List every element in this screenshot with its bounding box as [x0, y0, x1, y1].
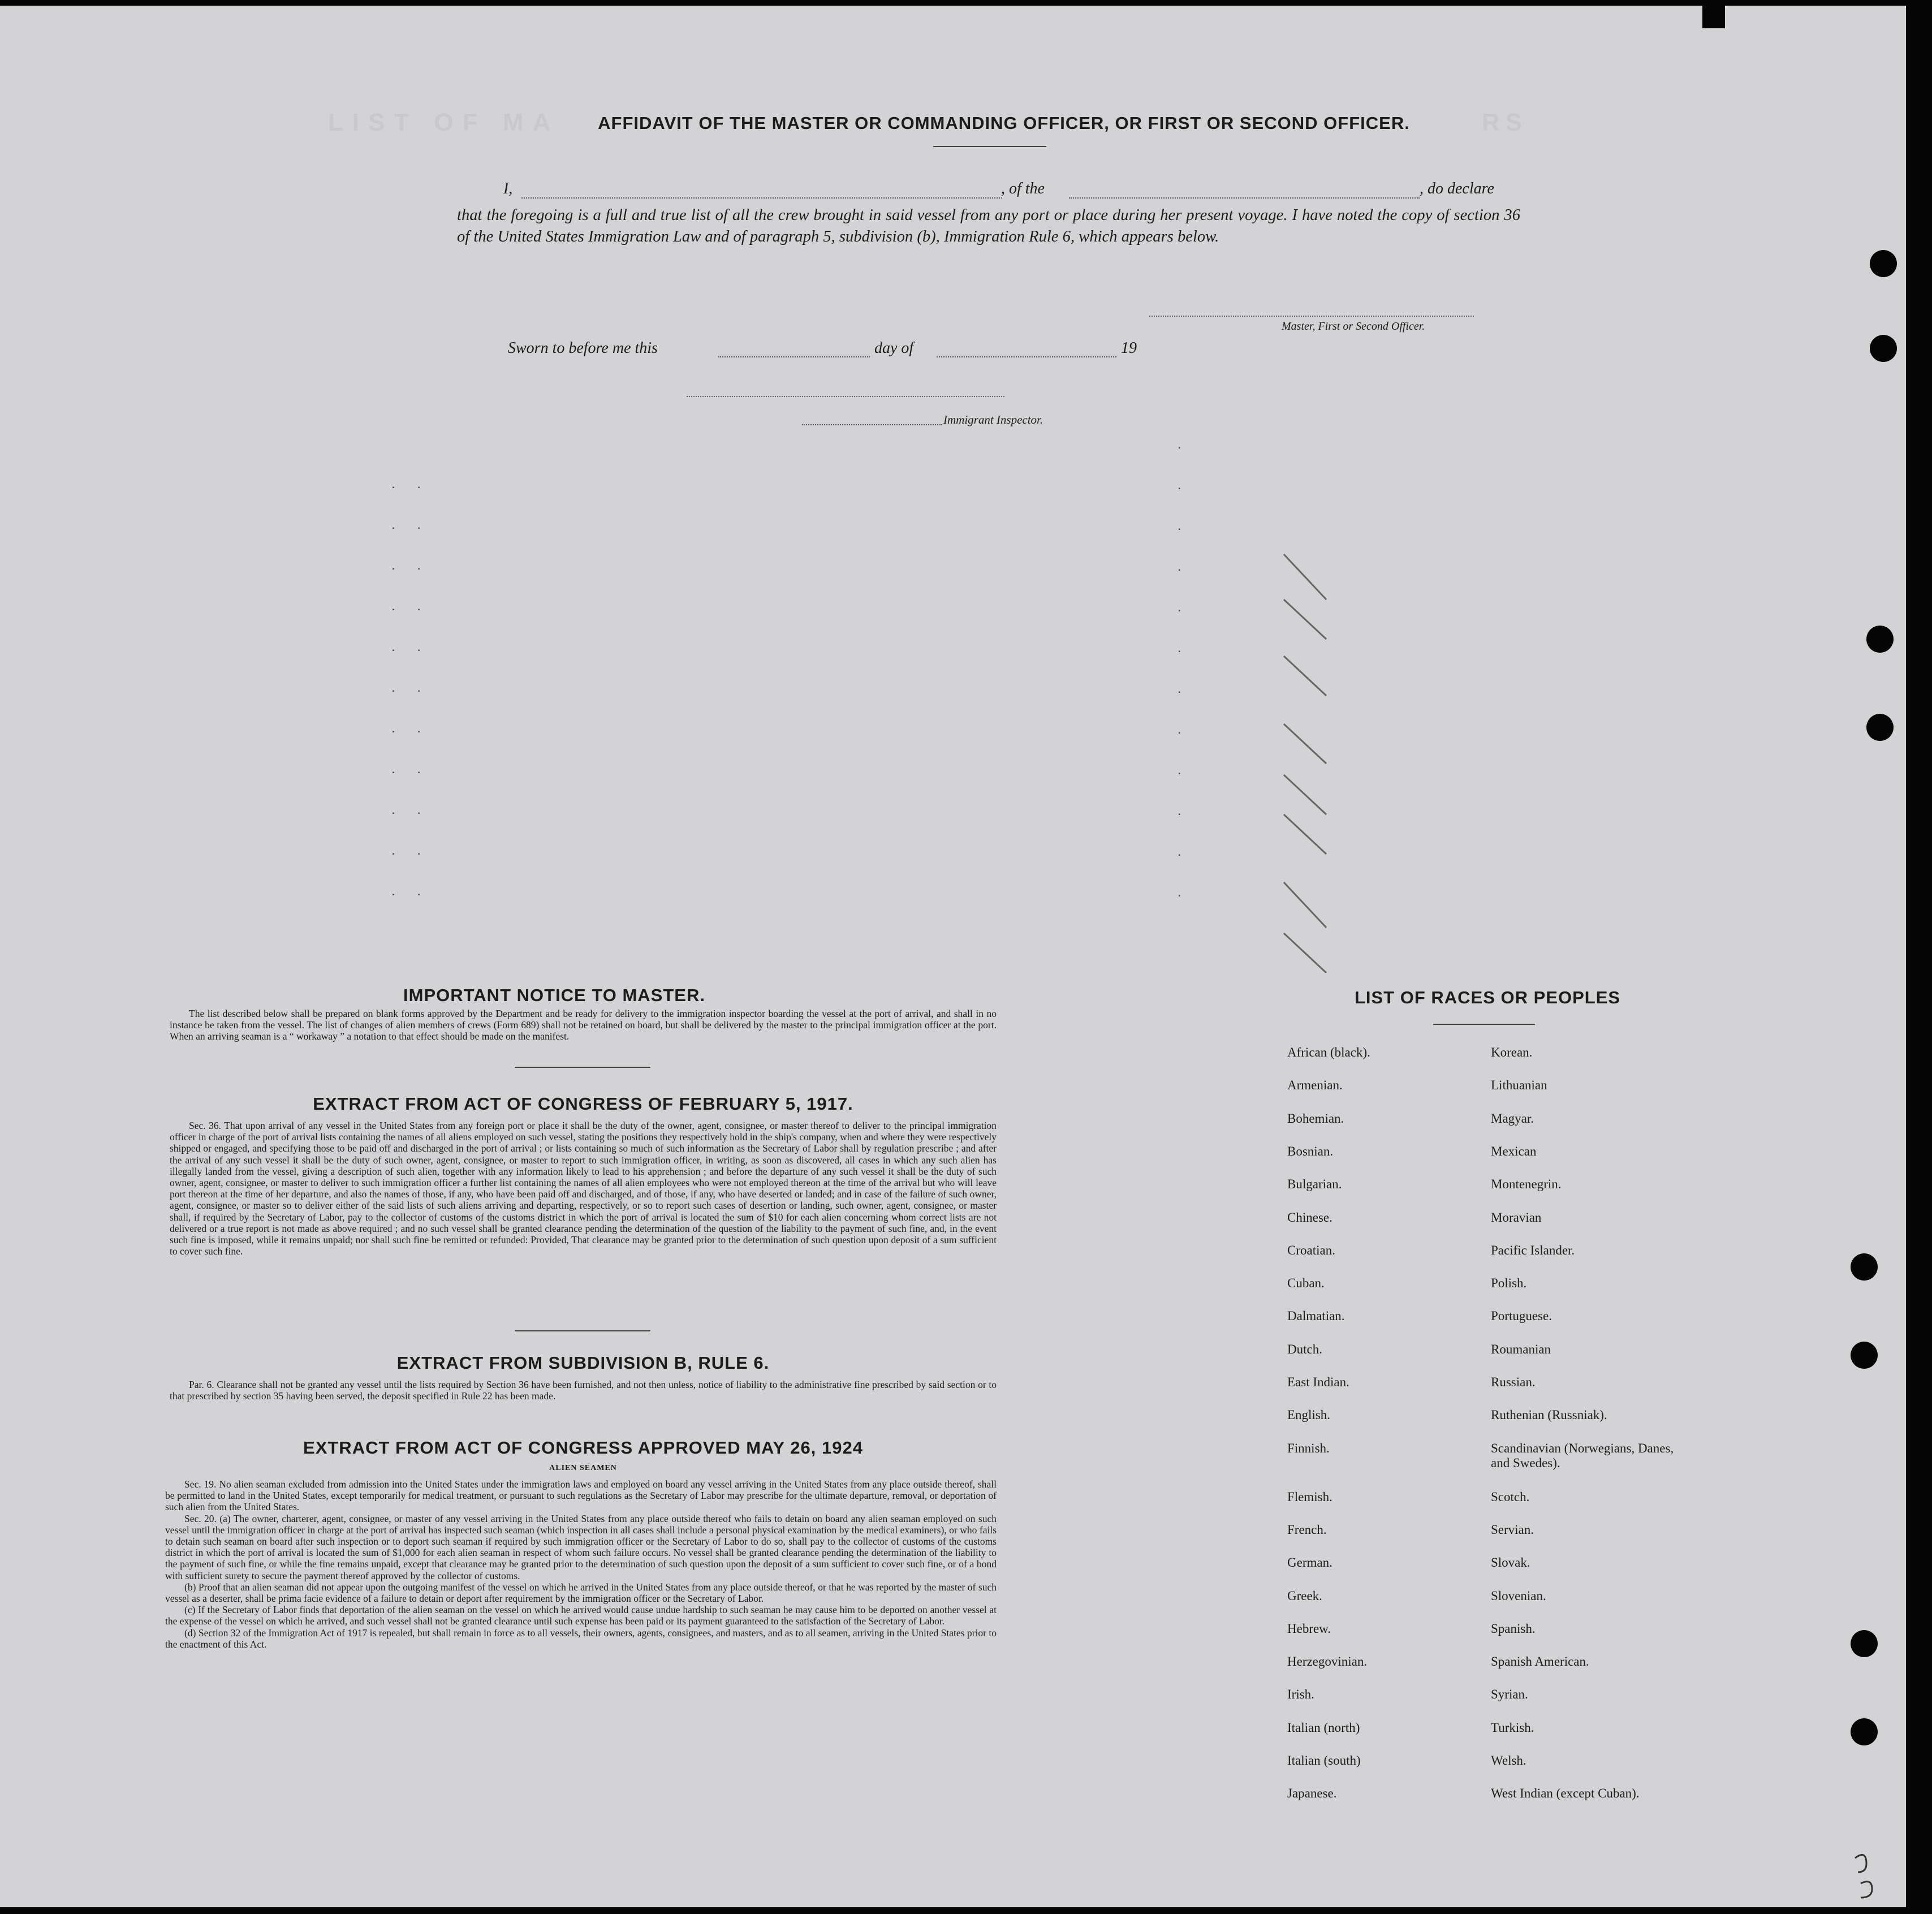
race-item: Lithuanian [1491, 1078, 1547, 1093]
race-item: Spanish. [1491, 1621, 1536, 1636]
race-item: Hebrew. [1287, 1621, 1331, 1636]
race-item: Bulgarian. [1287, 1177, 1342, 1192]
extract-1924-text [165, 1478, 997, 1650]
master-signature-line[interactable] [1149, 316, 1474, 317]
title-underline [933, 146, 1046, 147]
race-item: Flemish. [1287, 1489, 1332, 1504]
race-item: Greek. [1287, 1588, 1322, 1603]
race-item: Slovenian. [1491, 1588, 1546, 1603]
extract-1924-sec20a: Sec. 20. (a) The owner, charterer, agent, consignee, or master of any vessel arriving in the United States from any place outside thereof who fails to detain on board any alien seaman employed on such vessel until the immigration officer in charge at the port of arrival has inspected such seaman (which inspection in all cases shall include a personal physical examination by the medical examiners), or who fails to detain such seaman on board after such inspection or to deport such seaman if required by such immigration officer or the Secretary of Labor to do so, shall pay to the collector of customs of the customs district in which the port of arrival is located the sum of $1,000 for each alien seaman in respect of whom such failure occurs. No vessel shall be granted clearance pending the determination of the liability to the payment of such fine, or while the fine remains unpaid, except that clearance may be granted prior to the determination of such question upon the deposit of a sum sufficient to cover such fine, or of a bond with sufficient surety to secure the payment thereof approved by the collector of customs. [165, 1512, 997, 1581]
races-title: LIST OF RACES OR PEOPLES [1354, 988, 1621, 1007]
race-item: East Indian. [1287, 1375, 1349, 1389]
race-item: Pacific Islander. [1491, 1243, 1575, 1257]
bleed-through-heading-right: RS [1482, 109, 1528, 136]
dot-column: . . . . . . . . . . . . . . . . . . . . . . [391, 476, 430, 899]
extract-1917-text [170, 1120, 997, 1257]
race-item: Portuguese. [1491, 1309, 1552, 1324]
race-item: Finnish. [1287, 1441, 1330, 1455]
affidavit-declare-label: , do declare [1420, 180, 1494, 197]
race-item: Mexican [1491, 1144, 1537, 1158]
race-item: Cuban. [1287, 1276, 1325, 1291]
race-item: Ruthenian (Russniak). [1491, 1408, 1607, 1422]
punch-hole [1866, 626, 1894, 653]
extract-1924-sec19: Sec. 19. No alien seaman excluded from admission into the United States under the immigration laws and employed on board any vessel arriving in the United States from any place outside thereof, shall be permitted to land in the United States, except temporarily for medical treatment, or pursuant to such regulations as the Secretary of Labor may prescribe for the ultimate departure, removal, or deportation of such alien from the United States. [165, 1478, 997, 1513]
inspector-signature-line[interactable] [687, 396, 1004, 397]
scan-border-top [0, 0, 1932, 6]
race-item: Welsh. [1491, 1753, 1526, 1768]
race-item: African (black). [1287, 1045, 1370, 1059]
race-item: Scotch. [1491, 1489, 1530, 1504]
race-item: Dutch. [1287, 1342, 1322, 1356]
bleed-through-heading: LIST OF MA [328, 109, 560, 136]
race-item: Korean. [1491, 1045, 1533, 1059]
dot-column-right: . . . . . . . . . . . . [1178, 437, 1191, 900]
scan-border-bottom [0, 1907, 1932, 1914]
extract-1917-title: EXTRACT FROM ACT OF CONGRESS OF FEBRUARY 5, 1917. [313, 1094, 853, 1114]
scan-border-corner [1702, 6, 1725, 28]
race-item: Montenegrin. [1491, 1177, 1562, 1192]
notice-title: IMPORTANT NOTICE TO MASTER. [403, 985, 705, 1005]
affidavit-line1 [503, 180, 1521, 202]
sworn-month-blank[interactable] [937, 356, 1116, 357]
extract-1924-sec20c: (c) If the Secretary of Labor finds that deportation of the alien seaman on the vessel on which he arrived would cause undue hardship to such seaman he may cause him to be deported on another vessel at the expense of the vessel on which he arrived, and such vessel shall not be granted clearance until such expense has been paid or its payment guaranteed to the satisfaction of the Secretary of Labor. [165, 1604, 997, 1627]
race-item: Roumanian [1491, 1342, 1551, 1356]
punch-hole [1851, 1630, 1878, 1657]
punch-hole [1851, 1718, 1878, 1745]
race-item: French. [1287, 1522, 1327, 1537]
inspector-dotted-leader [802, 424, 942, 425]
punch-hole [1866, 714, 1894, 741]
punch-hole [1870, 335, 1897, 362]
race-item: Herzegovinian. [1287, 1654, 1368, 1669]
extract-1917-rule [515, 1330, 650, 1331]
inspector-caption: Immigrant Inspector. [943, 413, 1043, 426]
race-item: Polish. [1491, 1276, 1527, 1291]
race-item: Japanese. [1287, 1786, 1337, 1801]
officer-name-blank[interactable] [521, 197, 1002, 199]
race-item: Bohemian. [1287, 1111, 1344, 1126]
vessel-name-blank[interactable] [1069, 197, 1420, 199]
race-item: Russian. [1491, 1375, 1536, 1389]
race-item: English. [1287, 1408, 1331, 1422]
race-item: Bosnian. [1287, 1144, 1334, 1158]
race-item: Servian. [1491, 1522, 1534, 1537]
race-item: Magyar. [1491, 1111, 1534, 1126]
race-item: Scandinavian (Norwegians, Danes, and Swedes). [1491, 1441, 1674, 1470]
extract-1917-paragraph: Sec. 36. That upon arrival of any vessel in the United States from any foreign port or place it shall be the duty of the owner, agent, consignee, or master thereof to deliver to the principal immigration officer in charge of the port of arrival lists containing the names of all aliens employed on such vessel, stating the positions they respectively hold in the ship's company, when and where they were respectively shipped or engaged, and specifying those to be paid off and discharged in the port of arrival ; or lists containing so much of such information as the Secretary of Labor shall by regulation prescribe ; and after the arrival of any such vessel it shall be the duty of such owner, agent, consignee, or master to report to such immigration officer, in writing, as soon as discovered, all cases in which any such alien has illegally landed from the vessel, giving a description of such alien, together with any information likely to lead to his apprehension ; and before the departure of any such vessel it shall be the duty of such owner, agent, consignee, or master to deliver to such immigration officer a further list containing the names of all alien employees who were not employed thereon at the time of the arrival but who will leave port thereon at the time of her departure, and also the names of those, if any, who have been paid off and discharged, and of those, if any, who have deserted or landed; and in case of the failure of such owner, agent, consignee, or master so to deliver either of the said lists of such aliens arriving and departing, respectively, or so to report such cases of desertion or landing, such owner, agent, consignee, or master shall, if required by the Secretary of Labor, pay to the collector of customs of the customs district in which the port of arrival is located the sum of $10 for each alien concerning whom correct lists are not delivered or a true report is not made as above required ; and no such vessel shall be granted clearance pending the determination of the question of the liability to the payment of such fine, and, in the event such fine is imposed, while it remains unpaid; nor shall such fine be remitted or refunded: Provided, That clearance may be granted prior to the determination of such question upon deposit of a sum sufficient to cover such fine. [170, 1120, 997, 1257]
race-item: West Indian (except Cuban). [1491, 1786, 1640, 1801]
race-item: Armenian. [1287, 1078, 1343, 1093]
punch-hole [1870, 250, 1897, 277]
year-label: 19 [1121, 339, 1137, 357]
sworn-label: Sworn to before me this [508, 339, 658, 357]
race-item: Croatian. [1287, 1243, 1335, 1257]
race-item: Italian (south) [1287, 1753, 1361, 1768]
extract-1924-title: EXTRACT FROM ACT OF CONGRESS APPROVED MAY 26, 1924 [303, 1438, 863, 1458]
notice-text [170, 1008, 997, 1042]
handwritten-mark [1849, 1850, 1889, 1900]
extract-rule6-text [170, 1379, 997, 1402]
race-item: Dalmatian. [1287, 1309, 1345, 1324]
notice-paragraph: The list described below shall be prepared on blank forms approved by the Department and be ready for delivery to the immigration inspector boarding the vessel at the port of arrival, and shall in no instance be taken from the vessel. The list of changes of alien members of crews (Form 689) shall not be retained on board, but shall be delivered by the master to the principal immigration officer at the port. When an arriving seaman is a “ workaway ” a notation to that effect should be made on the manifest. [170, 1008, 997, 1042]
race-item: Moravian [1491, 1210, 1542, 1225]
affidavit-body: that the foregoing is a full and true list of all the crew brought in said vessel from any port or place during her present voyage. I have noted the copy of section 36 of the United States Immigration Law and of paragraph 5, subdivision (b), Immigration Rule 6, which appears below. [457, 206, 1520, 245]
day-of-label: day of [874, 339, 914, 357]
sworn-day-blank[interactable] [718, 356, 870, 357]
affidavit-of-the-label: , of the [1001, 180, 1045, 197]
notice-rule [515, 1067, 650, 1068]
race-item: Turkish. [1491, 1720, 1534, 1735]
race-item: Chinese. [1287, 1210, 1332, 1225]
race-item: Syrian. [1491, 1687, 1528, 1702]
scan-border-right [1906, 0, 1932, 1914]
extract-1924-sec20d: (d) Section 32 of the Immigration Act of 1917 is repealed, but shall remain in force as to all vessels, their owners, agents, consignees, and masters, and as to all seamen, arriving in the United States prior to the enactment of this Act. [165, 1627, 997, 1650]
extract-rule6-paragraph: Par. 6. Clearance shall not be granted any vessel until the lists required by Section 36 have been furnished, and not then unless, notice of liability to the administrative fine prescribed by said section or to that prescribed by section 35 having been served, the deposit specified in Rule 22 has been made. [170, 1379, 997, 1402]
extract-rule6-title: EXTRACT FROM SUBDIVISION B, RULE 6. [396, 1353, 770, 1373]
extract-1924-sec20b: (b) Proof that an alien seaman did not appear upon the outgoing manifest of the vessel on which he arrived in the United States from any place outside thereof, or that he was reported by the master of such vessel as a deserter, shall be prima facie evidence of a failure to detain or deport after requirement by the immigration officer or the Secretary of Labor. [165, 1581, 997, 1605]
race-item: Irish. [1287, 1687, 1314, 1702]
affidavit-i-label: I, [503, 180, 513, 197]
master-signature-caption: Master, First or Second Officer. [1282, 320, 1425, 333]
affidavit-title: AFFIDAVIT OF THE MASTER OR COMMANDING OFFICER, OR FIRST OR SECOND OFFICER. [598, 113, 1410, 133]
punch-hole [1851, 1342, 1878, 1369]
race-item: Slovak. [1491, 1555, 1530, 1570]
extract-1924-subtitle: ALIEN SEAMEN [549, 1464, 617, 1472]
races-title-underline [1433, 1024, 1535, 1025]
punch-hole [1851, 1253, 1878, 1281]
race-item: Italian (north) [1287, 1720, 1360, 1735]
ink-marks [1273, 543, 1340, 973]
race-item: German. [1287, 1555, 1332, 1570]
race-item: Spanish American. [1491, 1654, 1589, 1669]
